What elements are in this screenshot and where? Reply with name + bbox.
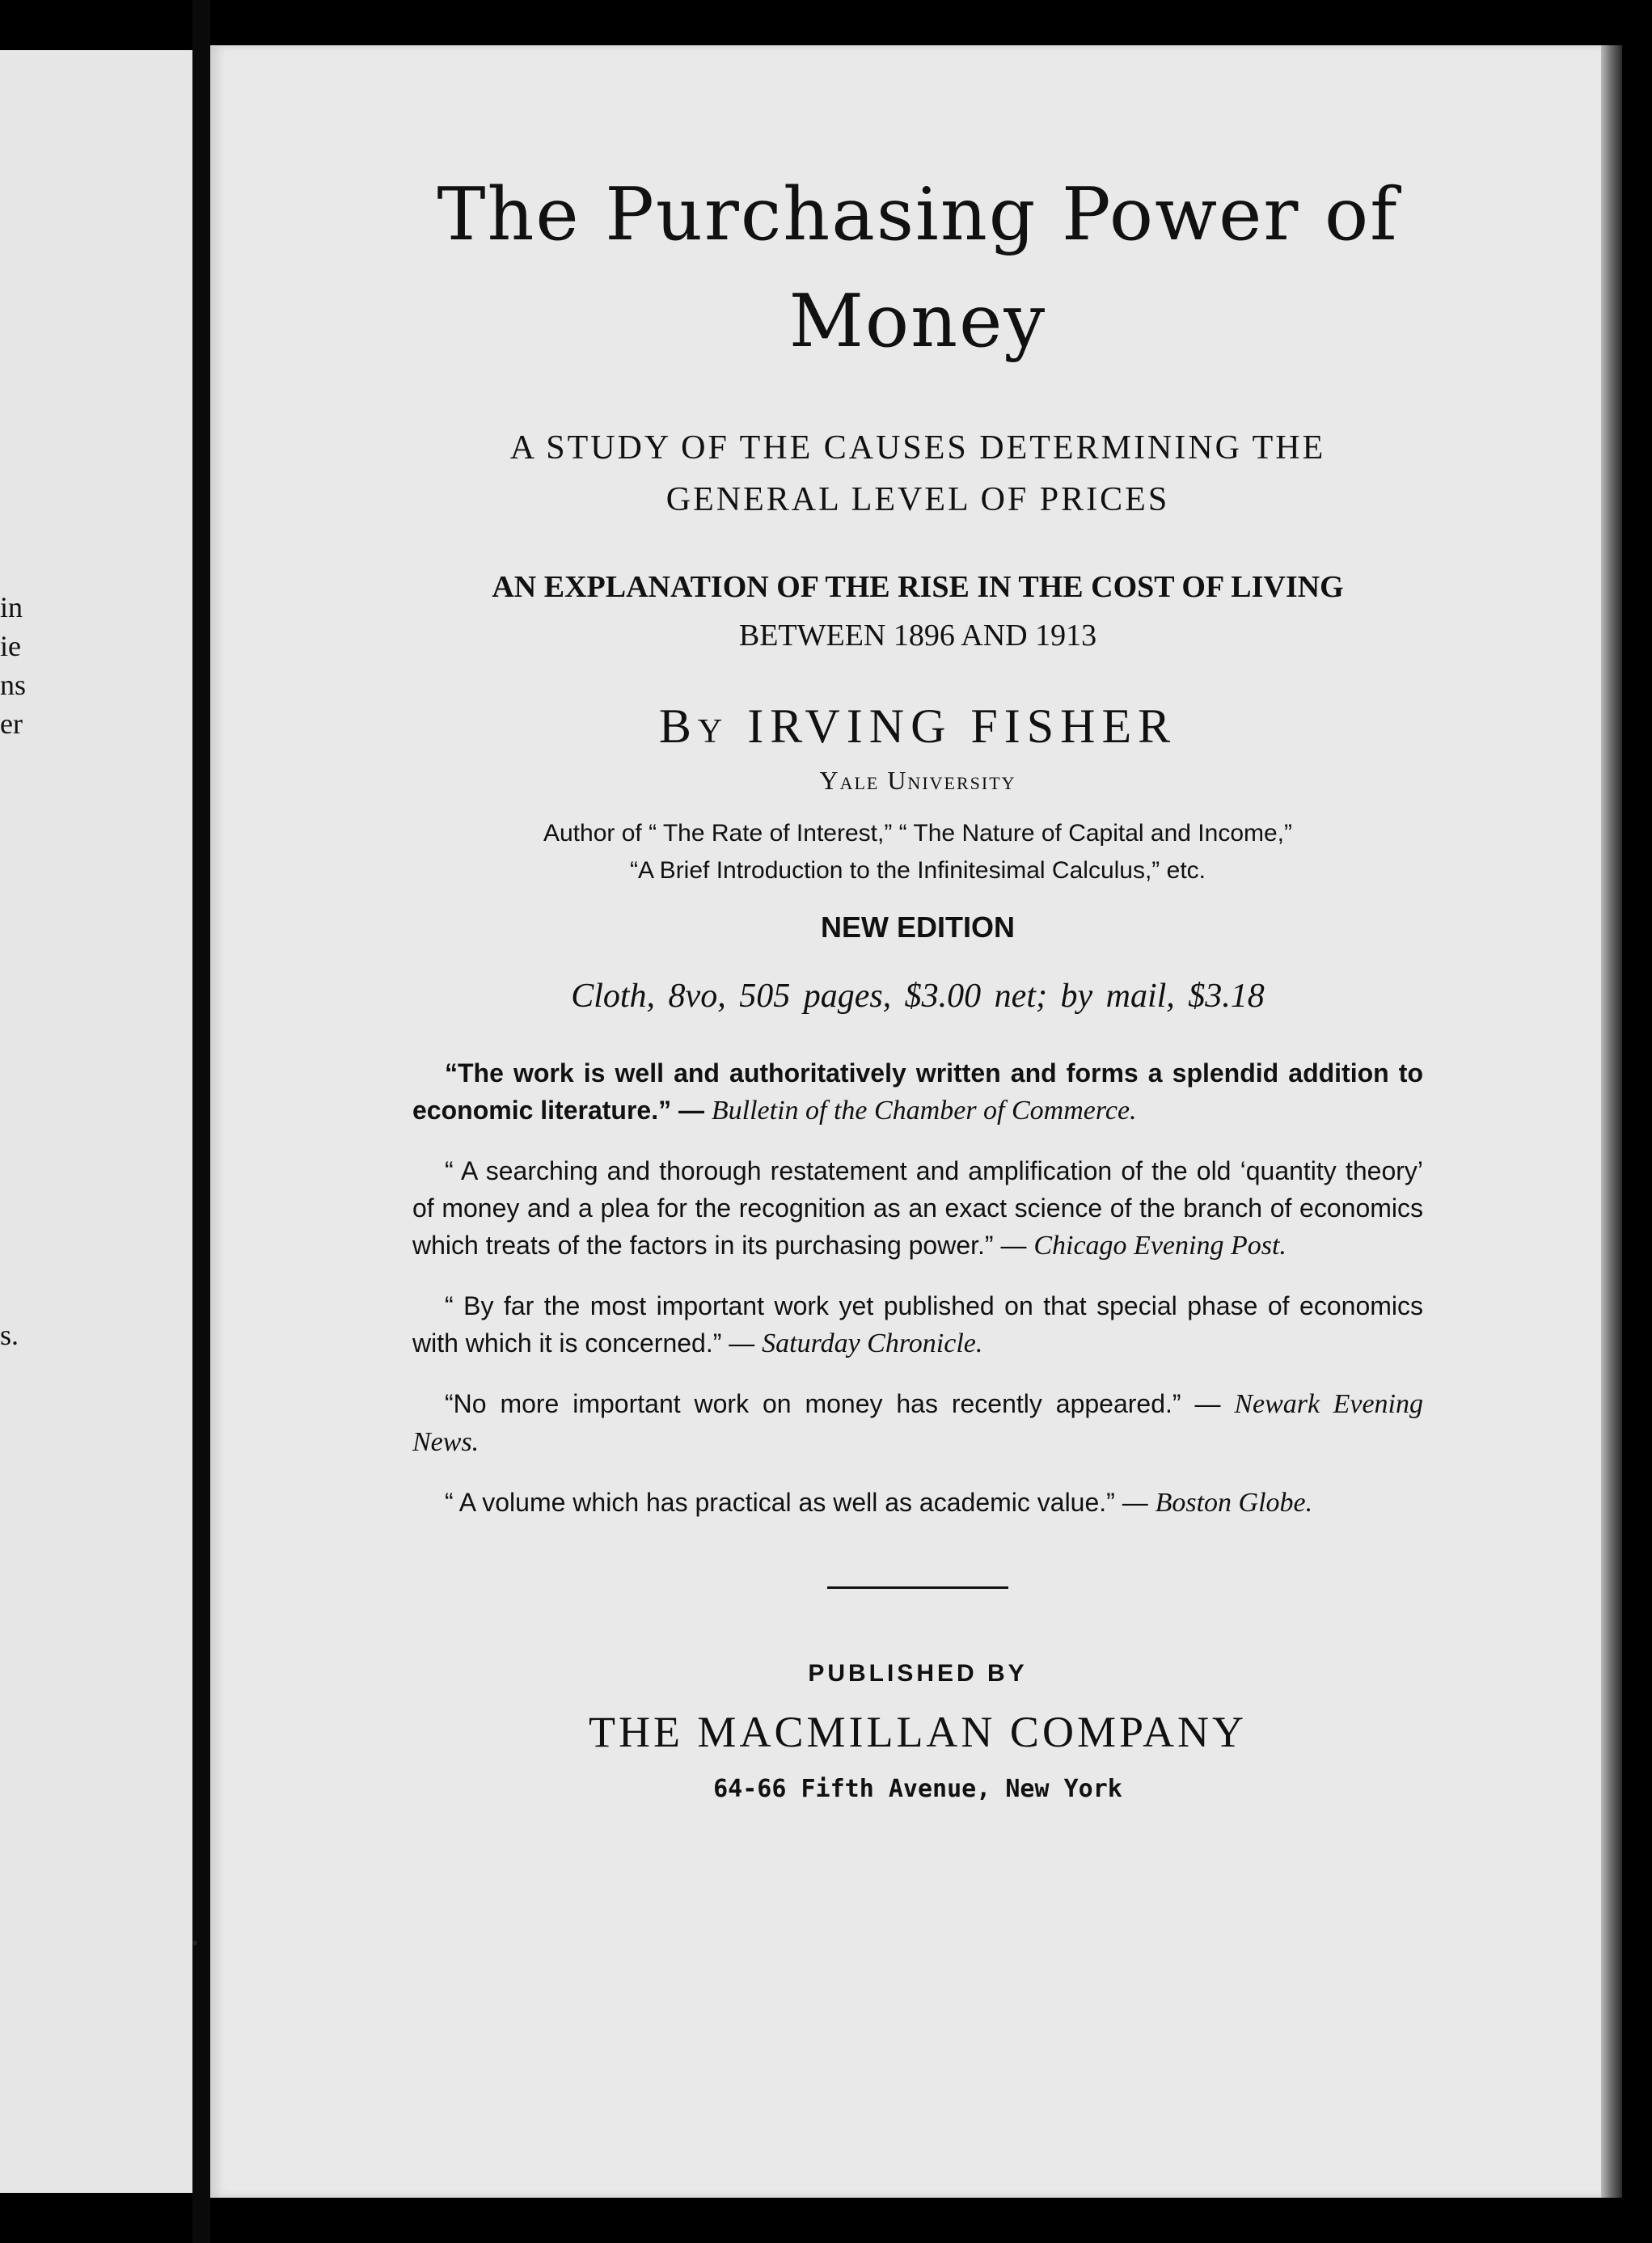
left-fragment: ns [0, 669, 27, 701]
review-source: Newark Evening News. [412, 1389, 1424, 1457]
review-list [412, 1054, 1423, 1522]
review-item [412, 1484, 1423, 1522]
price-line: Cloth, 8vo, 505 pages, $3.00 net; by mail, $3.18 [571, 978, 1265, 1015]
review-quote: “ A searching and thorough restatement and amplification of the old ‘quantity theory’ of money and a plea for the recognition as an exact science of the branch of economics which treats of the factors in its purchasing power.” — [412, 1156, 1423, 1260]
page-speck [192, 1941, 197, 1945]
explanation-line: AN EXPLANATION OF THE RISE IN THE COST OF LIVING [492, 570, 1344, 604]
review-quote: “ By far the most important work yet published on that special phase of economics with which it is concerned.” — [412, 1291, 1423, 1358]
author-name: IRVING FISHER [747, 699, 1177, 753]
left-fragment: in [0, 591, 23, 623]
book-gutter [192, 0, 210, 2243]
review-quote: “The work is well and authoritatively written and forms a splendid addition to economic literature.” — [412, 1058, 1423, 1125]
right-page-edge [1601, 45, 1622, 2198]
byline-prefix: By [658, 699, 729, 753]
review-quote: “No more important work on money has recently appeared.” — [445, 1389, 1221, 1418]
other-works-line: Author of “ The Rate of Interest,” “ The Nature of Capital and Income,” [543, 820, 1292, 847]
author-affiliation: Yale University [819, 766, 1016, 795]
author-other-works [412, 815, 1423, 889]
review-item [412, 1152, 1423, 1265]
subtitle-line: GENERAL LEVEL OF PRICES [665, 481, 1170, 518]
subtitle-line: A STUDY OF THE CAUSES DETERMINING THE [509, 429, 1326, 467]
advertisement-page [412, 162, 1423, 1803]
review-item [412, 1287, 1423, 1362]
review-item [412, 1054, 1423, 1130]
book-title-line: The Purchasing Power of [437, 172, 1399, 257]
other-works-line: “A Brief Introduction to the Infinitesimal Calculus,” etc. [630, 857, 1206, 884]
left-fragment-lower: s. [0, 1319, 19, 1351]
review-source: Boston Globe. [1155, 1488, 1313, 1518]
book-title-line: Money [788, 279, 1047, 364]
review-source: Bulletin of the Chamber of Commerce. [711, 1096, 1137, 1126]
publisher-name: THE MACMILLAN COMPANY [588, 1708, 1248, 1756]
review-item [412, 1385, 1423, 1461]
published-by-label: PUBLISHED BY [808, 1660, 1028, 1687]
left-fragment: er [0, 708, 23, 740]
publisher-address: 64-66 Fifth Avenue, New York [713, 1775, 1122, 1803]
section-divider [827, 1586, 1008, 1589]
review-quote: “ A volume which has practical as well as academic value.” — [445, 1488, 1148, 1517]
author-byline [412, 699, 1423, 754]
left-page [0, 50, 192, 2193]
edition-label: NEW EDITION [821, 910, 1015, 944]
review-source: Chicago Evening Post. [1033, 1231, 1287, 1261]
review-source: Saturday Chronicle. [762, 1328, 983, 1358]
explanation-line: BETWEEN 1896 AND 1913 [738, 619, 1097, 653]
book-subtitle [412, 422, 1423, 526]
book-title [412, 162, 1423, 375]
left-fragment: ie [0, 630, 21, 662]
book-explanation [412, 563, 1423, 660]
left-page-text-fragments [0, 588, 26, 743]
